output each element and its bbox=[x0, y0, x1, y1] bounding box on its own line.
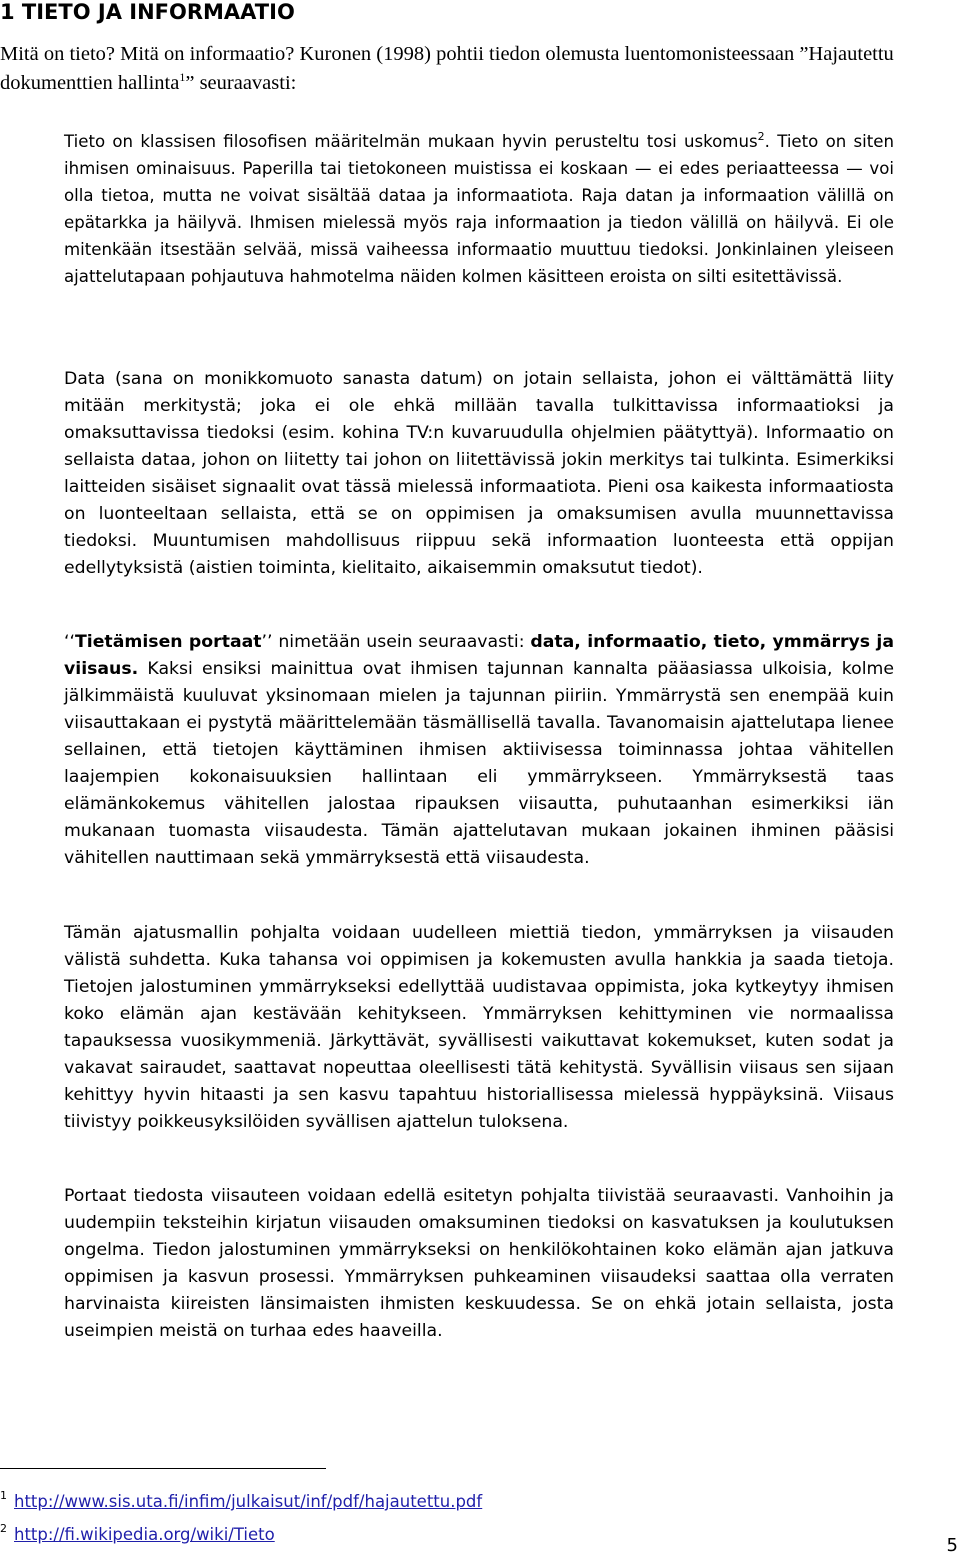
page-number: 5 bbox=[946, 1535, 958, 1556]
footnote-link[interactable]: http://www.sis.uta.fi/infim/julkaisut/inf/pdf/hajautettu.pdf bbox=[14, 1492, 483, 1511]
intro-paragraph bbox=[0, 40, 900, 98]
paragraph-data-information: Data (sana on monikkomuoto sanasta datum) on jotain sellaista, johon ei välttämättä liity mitään merkitystä; joka ei ole ehkä millään tavalla tulkittavissa informaatioksi ja omaksuttavissa tiedoksi (esim. kohina TV:n kuvaruudulla ohjelmien päätyttyä). Informaatio on sellaista dataa, johon on liitetty tai johon on liitettävissä jokin merkitys tai tulkinta. Esimerkiksi laitteiden sisäiset signaalit ovat tässä mielessä informaatiota. Pieni osa kaikesta informaatiosta on luonteeltaan sellaista, että se on oppimisen ja omaksumisen avulla muunnettavissa tiedoksi. Muuntumisen mahdollisuus riippuu sekä informaation luonteesta että oppijan edellytyksistä (aistien toiminta, kielitaito, aikaisemmin omaksutut tiedot). bbox=[64, 369, 894, 578]
quote-text-b: . Tieto on siten ihmisen ominaisuus. Paperilla tai tietokoneen muistissa ei koskaan — ei edes periaatteessa — voi olla tietoa, mutta ne voivat sisältää dataa ja informaatiota. Raja datan ja informaation välillä on epätarkka ja häilyvä. Ihmisen mielessä myös raja informaation ja tiedon välillä on häilyvä. Ei ole mitenkään itsestään selvää, missä vaiheessa informaatio muuttuu tiedoksi. Jonkinlainen yleiseen ajattelutapaan pohjautuva hahmotelma näiden kolmen käsitteen eroista on silti esitettävissä. bbox=[64, 132, 894, 286]
footnote-number: 2 bbox=[0, 1522, 7, 1535]
quote-text-a: Tieto on klassisen filosofisen määritelmän mukaan hyvin perusteltu tosi uskomus bbox=[64, 132, 758, 151]
steps-list: data, informaatio, tieto, ymmärrys ja viisaus. bbox=[64, 632, 894, 679]
quote-close: ’’ bbox=[261, 632, 273, 652]
footnote-number: 1 bbox=[0, 1489, 7, 1502]
chapter-heading: 1 TIETO JA INFORMAATIO bbox=[0, 0, 295, 24]
paragraph-summary: Portaat tiedosta viisauteen voidaan edellä esitetyn pohjalta tiivistää seuraavasti. Vanhoihin ja uudempiin teksteihin kirjatun viisauden omaksuminen tiedoksi on kasvatuksen ja koulutuksen ongelma. Tiedon jalostuminen ymmärrykseksi on henkilökohtainen koko elämän ajan jatkuva oppimisen ja kasvun prosessi. Ymmärryksen puhkeaminen viisaudeksi saattaa olla verraten harvinaista kiireisten länsimaisten ihmisten keskuudessa. Se on ehkä jotain sellaista, josta useimpien meistä on turhaa edes haaveilla. bbox=[64, 1186, 894, 1341]
footnote-divider bbox=[0, 1468, 326, 1469]
quote-open: ‘‘ bbox=[64, 632, 75, 652]
footnote-ref-1[interactable]: 1 bbox=[179, 70, 186, 84]
steps-rest-text: Kaksi ensiksi mainittua ovat ihmisen tajunnan kannalta pääasiassa ulkoisia, kolme jälkimmäistä kuuluvat yksinomaan mielen ja tajunnan piiriin. Ymmärrystä sen enempää kuin viisauttakaan ei pystytä määrittelemään täsmällisellä tavalla. Tavanomaisin ajattelutapa lienee sellainen, että tietojen käyttäminen ihmisen aktiivisessa toiminnassa johtaa vähitellen laajempien kokonaisuuksien hallintaan eli ymmärrykseen. Ymmärryksestä taas elämänkokemus vähitellen jalostaa ripauksen viisautta, puhutaanhan esimerkiksi iän mukanaan tuomasta viisaudesta. Tämän ajattelutavan mukaan jokainen ihminen pääsisi vähitellen nauttimaan sekä ymmärryksestä että viisaudesta. bbox=[64, 659, 894, 868]
intro-text-after: ” seuraavasti: bbox=[185, 72, 297, 94]
footnote-2 bbox=[0, 1515, 482, 1548]
paragraph-thought-model: Tämän ajatusmallin pohjalta voidaan uudelleen miettiä tiedon, ymmärryksen ja viisauden välistä suhdetta. Kuka tahansa voi oppimisen ja kokemusten avulla hankkia ja saada tietoja. Tietojen jalostuminen ymmärrykseksi edellyttää uudistavaa oppimista, joka kytkeytyy ihmisen koko elämän ajan kestävään kehitykseen. Ymmärryksen kehittyminen vie normaalissa tapauksessa vuosikymmeniä. Järkyttävät, syvällisesti vaikuttavat kokemukset, kuten sodat ja vakavat sairaudet, saattavat nopeuttaa oleellisesti tätä kehitystä. Syvällisin viisaus sen sijaan kehittyy hyvin hitaasti ja sen kasvu tapahtuu historiallisessa mielessä hyppäyksinä. Viisaus tiivistyy poikkeusyksilöiden syvällisen ajattelun tuloksena. bbox=[64, 923, 894, 1132]
quote-paragraph-definition bbox=[64, 128, 894, 290]
term-tietamisen-portaat: Tietämisen portaat bbox=[75, 632, 262, 652]
footnote-1 bbox=[0, 1482, 482, 1515]
footnote-link[interactable]: http://fi.wikipedia.org/wiki/Tieto bbox=[14, 1525, 275, 1544]
footnote-ref-2[interactable]: 2 bbox=[757, 130, 765, 143]
intro-text-before: Mitä on tieto? Mitä on informaatio? Kuronen (1998) pohtii tiedon olemusta luentomonisteessaan ”Hajautettu dokumenttien hallinta bbox=[0, 43, 894, 94]
paragraph-knowledge-steps bbox=[64, 629, 894, 872]
footnotes bbox=[0, 1482, 482, 1548]
steps-intro-text: nimetään usein seuraavasti: bbox=[272, 632, 531, 652]
